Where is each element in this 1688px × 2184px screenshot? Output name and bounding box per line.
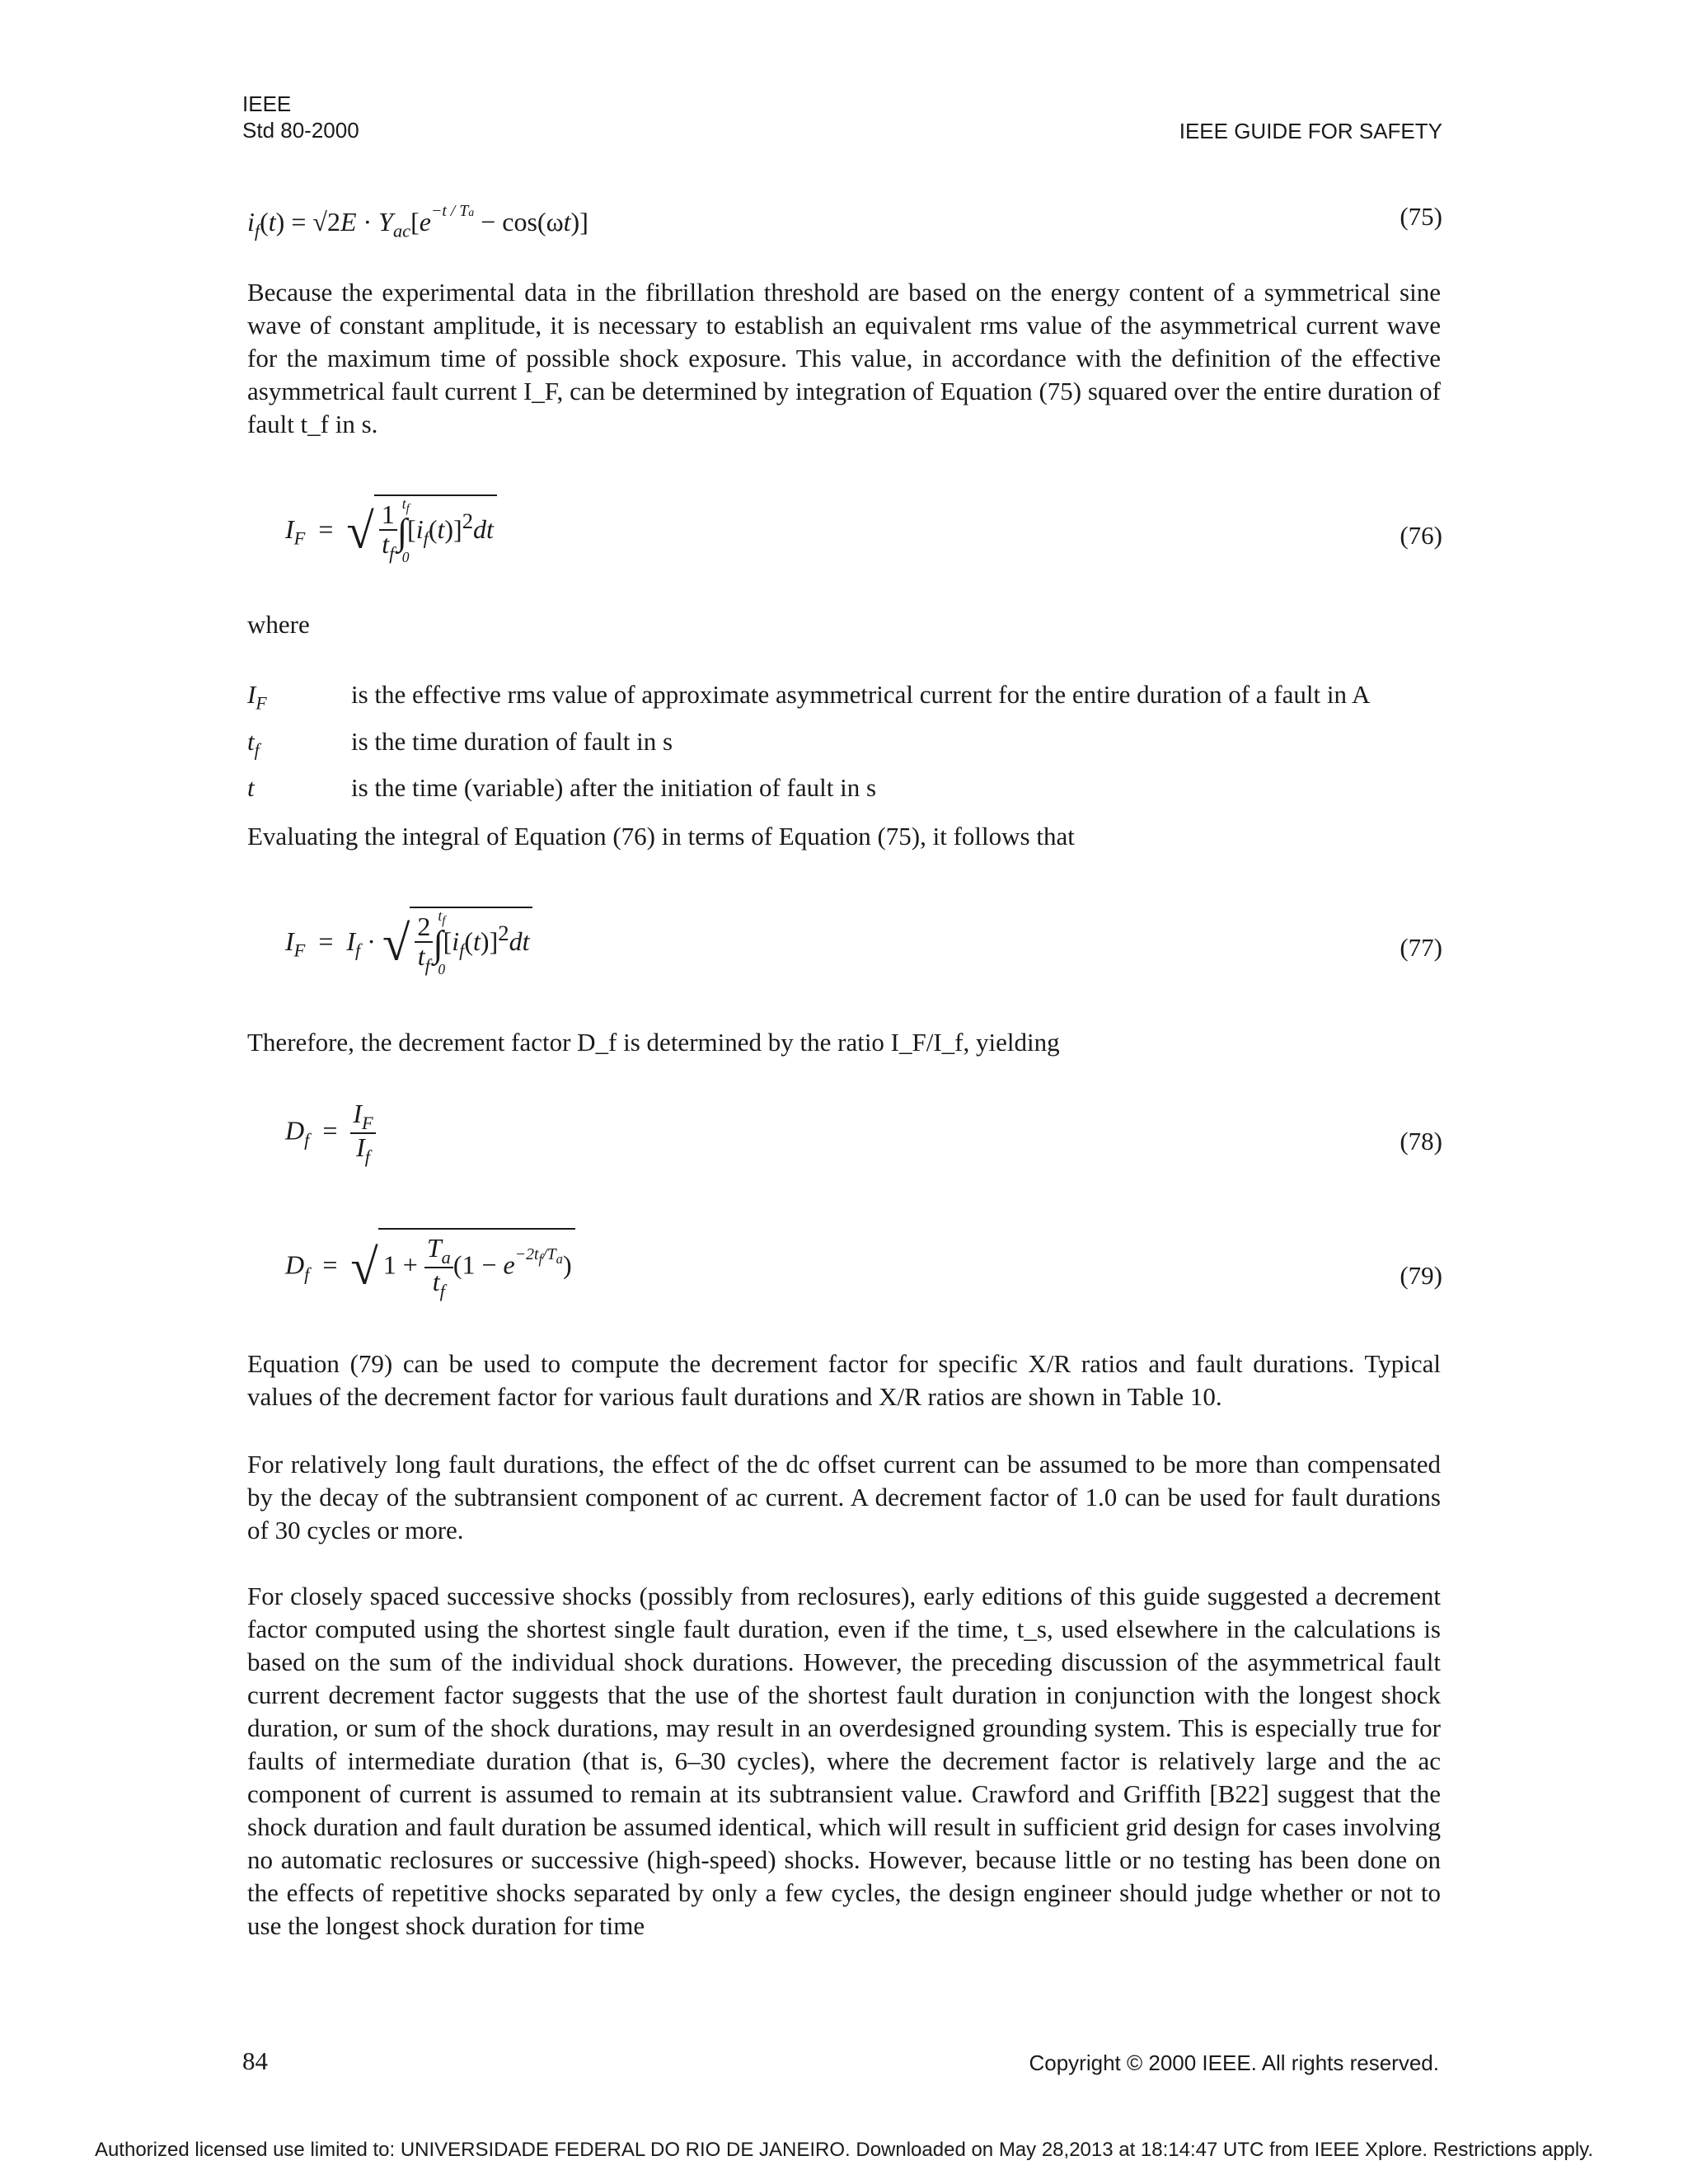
paragraph: Evaluating the integral of Equation (76) in terms of Equation (75), it follows that xyxy=(247,822,1075,851)
equation-77: $I_F = I_f$ · √ $\frac{2}{t_f}$ $t_f$ ∫ 0 $[i_f(t)]^2dt$ (77) xyxy=(285,907,1442,978)
definition-text: is the time (variable) after the initiation of fault in s xyxy=(351,773,877,803)
copyright-notice: Copyright © 2000 IEEE. All rights reserved. xyxy=(1029,2050,1439,2075)
equation-number: (77) xyxy=(1400,933,1442,962)
definition-symbol: t xyxy=(247,773,255,803)
definition-row xyxy=(247,769,1370,806)
equation-number: (75) xyxy=(1400,202,1442,231)
paragraph: For closely spaced successive shocks (possibly from reclosures), early editions of this guide suggested a decrement factor computed using the shortest single fault duration, even if the time, t_s, used elsewhere in the calculations is based on the sum of the individual shock durations. However, the preceding discussion of the asymmetrical fault current decrement factor suggests that the use of the shortest fault duration in conjunction with the longest shock duration, or sum of the shock durations, may result in an overdesigned grounding system. This is especially true for faults of intermediate duration (that is, 6–30 cycles), where the decrement factor is relatively large and the ac component of current is assumed to remain at its subtransient value. Crawford and Griffith [B22] suggest that the shock duration and fault duration be assumed identical, which will result in sufficient grid design for cases involving no automatic reclosures or successive (high-speed) shocks. However, because little or no testing has been done on the effects of repetitive shocks separated by only a few cycles, the design engineer should judge whether or not to use the longest shock duration for time xyxy=(247,1582,1441,1940)
definition-symbol: $I_F$ xyxy=(247,680,267,714)
paragraph: Therefore, the decrement factor D_f is determined by the ratio I_F/I_f, yielding xyxy=(247,1028,1060,1057)
equation-number: (79) xyxy=(1400,1261,1442,1290)
paragraph: Because the experimental data in the fibrillation threshold are based on the energy content of a symmetrical sine wave of constant amplitude, it is necessary to establish an equivalent rms value of the asymmetrical current wave for the maximum time of possible shock exposure. This value, in accordance with the definition of the effective asymmetrical fault current I_F, can be determined by integration of Equation (75) squared over the entire duration of fault t_f in s. xyxy=(247,278,1441,438)
definition-text: is the time duration of fault in s xyxy=(351,726,673,756)
equation-number: (76) xyxy=(1400,521,1442,550)
definition-text: is the effective rms value of approximate asymmetrical current for the entire duration of a fault in A xyxy=(351,680,1371,709)
equation-79: $D_f = √1$ + $\frac{T_a}{t_f}$ $(1 - e^{-2t_f/T_a})$ (79) xyxy=(247,1228,1442,1301)
header-org: IEEE xyxy=(242,91,292,116)
definition-symbol: $t_f$ xyxy=(247,726,260,761)
equation-75: $i_f(t) = √2E \cdot Y_{ac}[e^{-t / Ta} - \cos(\omega t)]$ (75) xyxy=(247,202,1442,241)
equation-number: (78) xyxy=(1400,1127,1442,1155)
running-header-title: IEEE GUIDE FOR SAFETY xyxy=(1179,119,1442,143)
equation-78: $D_f$ = $\frac{I_F}{I_f}$ (78) xyxy=(285,1099,1442,1168)
paragraph: Equation (79) can be used to compute the decrement factor for specific X/R ratios and fault durations. Typical values of the decrement factor for various fault durations and X/R ratios are shown in Table 10. xyxy=(247,1349,1441,1411)
where-label: where xyxy=(247,610,310,639)
paragraph: For relatively long fault durations, the effect of the dc offset current can be assumed to be more than compensated by the decay of the subtransient component of ac current. A decrement factor of 1.0 can be used for fault durations of 30 cycles or more. xyxy=(247,1450,1441,1544)
running-header-left xyxy=(242,91,359,143)
definition-row xyxy=(247,723,1370,770)
header-std: Std 80-2000 xyxy=(242,118,359,143)
license-notice: Authorized licensed use limited to: UNIVERSIDADE FEDERAL DO RIO DE JANEIRO. Downloaded on May 28,2013 at 18:14:47 UTC from IEEE Xplore. Restrictions apply. xyxy=(94,2139,1594,2161)
page-number: 84 xyxy=(242,2046,268,2075)
symbol-definitions xyxy=(247,676,1370,806)
definition-row xyxy=(247,676,1370,723)
equation-76: $I_F$ = √ $\frac{1}{t_f}$ $t_f$ ∫ 0 $[i_f(t)]^2dt$ (76) xyxy=(285,495,1442,566)
